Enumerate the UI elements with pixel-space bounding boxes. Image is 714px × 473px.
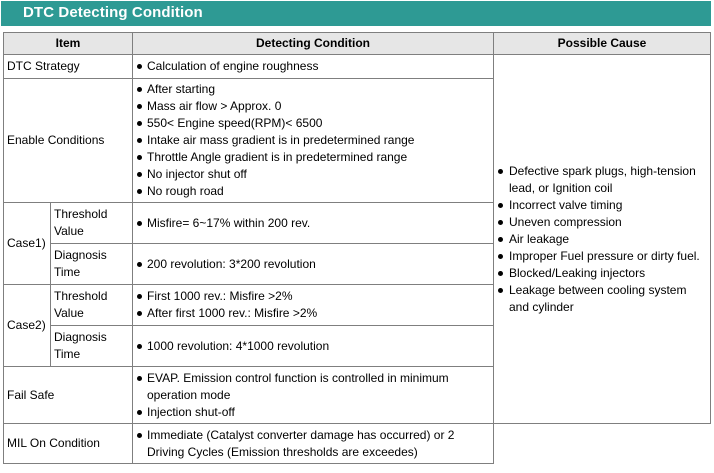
condition-list [136,215,490,232]
sub-item-cell: Diagnosis Time [51,326,133,367]
bullet-item: Intake air mass gradient is in predetermined range [136,132,490,149]
bullet-item: Calculation of engine roughness [136,58,490,75]
header-row [4,33,711,55]
table-row [4,424,711,464]
sub-item-cell: Threshold Value [51,203,133,244]
bullet-item: After first 1000 rev.: Misfire >2% [136,305,490,322]
possible-cause-cell [494,55,711,424]
page-title: DTC Detecting Condition [23,4,203,21]
bullet-item: 200 revolution: 3*200 revolution [136,256,490,273]
condition-cell [133,424,494,464]
condition-list [136,256,490,273]
item-cell: Enable Conditions [4,79,133,203]
bullet-item: Improper Fuel pressure or dirty fuel. [497,248,707,265]
bullet-item: Defective spark plugs, high-tension lead, or Ignition coil [497,163,707,197]
header-item: Item [4,33,133,55]
sub-item-cell: Threshold Value [51,285,133,326]
condition-list [136,288,490,322]
table-row [4,55,711,79]
condition-cell [133,55,494,79]
case-label: Case2) [4,285,51,367]
condition-cell [133,367,494,424]
condition-cell [133,326,494,367]
bullet-item: Misfire= 6~17% within 200 rev. [136,215,490,232]
bullet-item: Immediate (Catalyst converter damage has occurred) or 2 Driving Cycles (Emission thresholds are exceedes) [136,427,490,461]
header-cause: Possible Cause [494,33,711,55]
item-cell: MIL On Condition [4,424,133,464]
bullet-item: Air leakage [497,231,707,248]
bullet-item: Mass air flow > Approx. 0 [136,98,490,115]
bullet-item: Blocked/Leaking injectors [497,265,707,282]
bullet-item: No injector shut off [136,166,490,183]
bullet-item: After starting [136,81,490,98]
condition-list [136,81,490,200]
condition-cell [133,244,494,285]
cause-list [497,163,707,316]
case-label: Case1) [4,203,51,285]
bullet-item: No rough road [136,183,490,200]
bullet-item: Incorrect valve timing [497,197,707,214]
bullet-item: First 1000 rev.: Misfire >2% [136,288,490,305]
sub-item-cell: Diagnosis Time [51,244,133,285]
bullet-item: Throttle Angle gradient is in predetermined range [136,149,490,166]
item-cell: DTC Strategy [4,55,133,79]
condition-cell [133,79,494,203]
bullet-item: Injection shut-off [136,404,490,421]
bullet-item: Leakage between cooling system and cylinder [497,282,707,316]
condition-list [136,370,490,421]
bullet-item: 550< Engine speed(RPM)< 6500 [136,115,490,132]
dtc-table [3,32,711,464]
condition-list [136,427,490,461]
condition-cell [133,285,494,326]
bullet-item: EVAP. Emission control function is controlled in minimum operation mode [136,370,490,404]
bullet-item: 1000 revolution: 4*1000 revolution [136,338,490,355]
header-condition: Detecting Condition [133,33,494,55]
title-bar [1,1,711,26]
condition-list [136,58,490,75]
condition-cell [133,203,494,244]
item-cell: Fail Safe [4,367,133,424]
bullet-item: Uneven compression [497,214,707,231]
condition-list [136,338,490,355]
